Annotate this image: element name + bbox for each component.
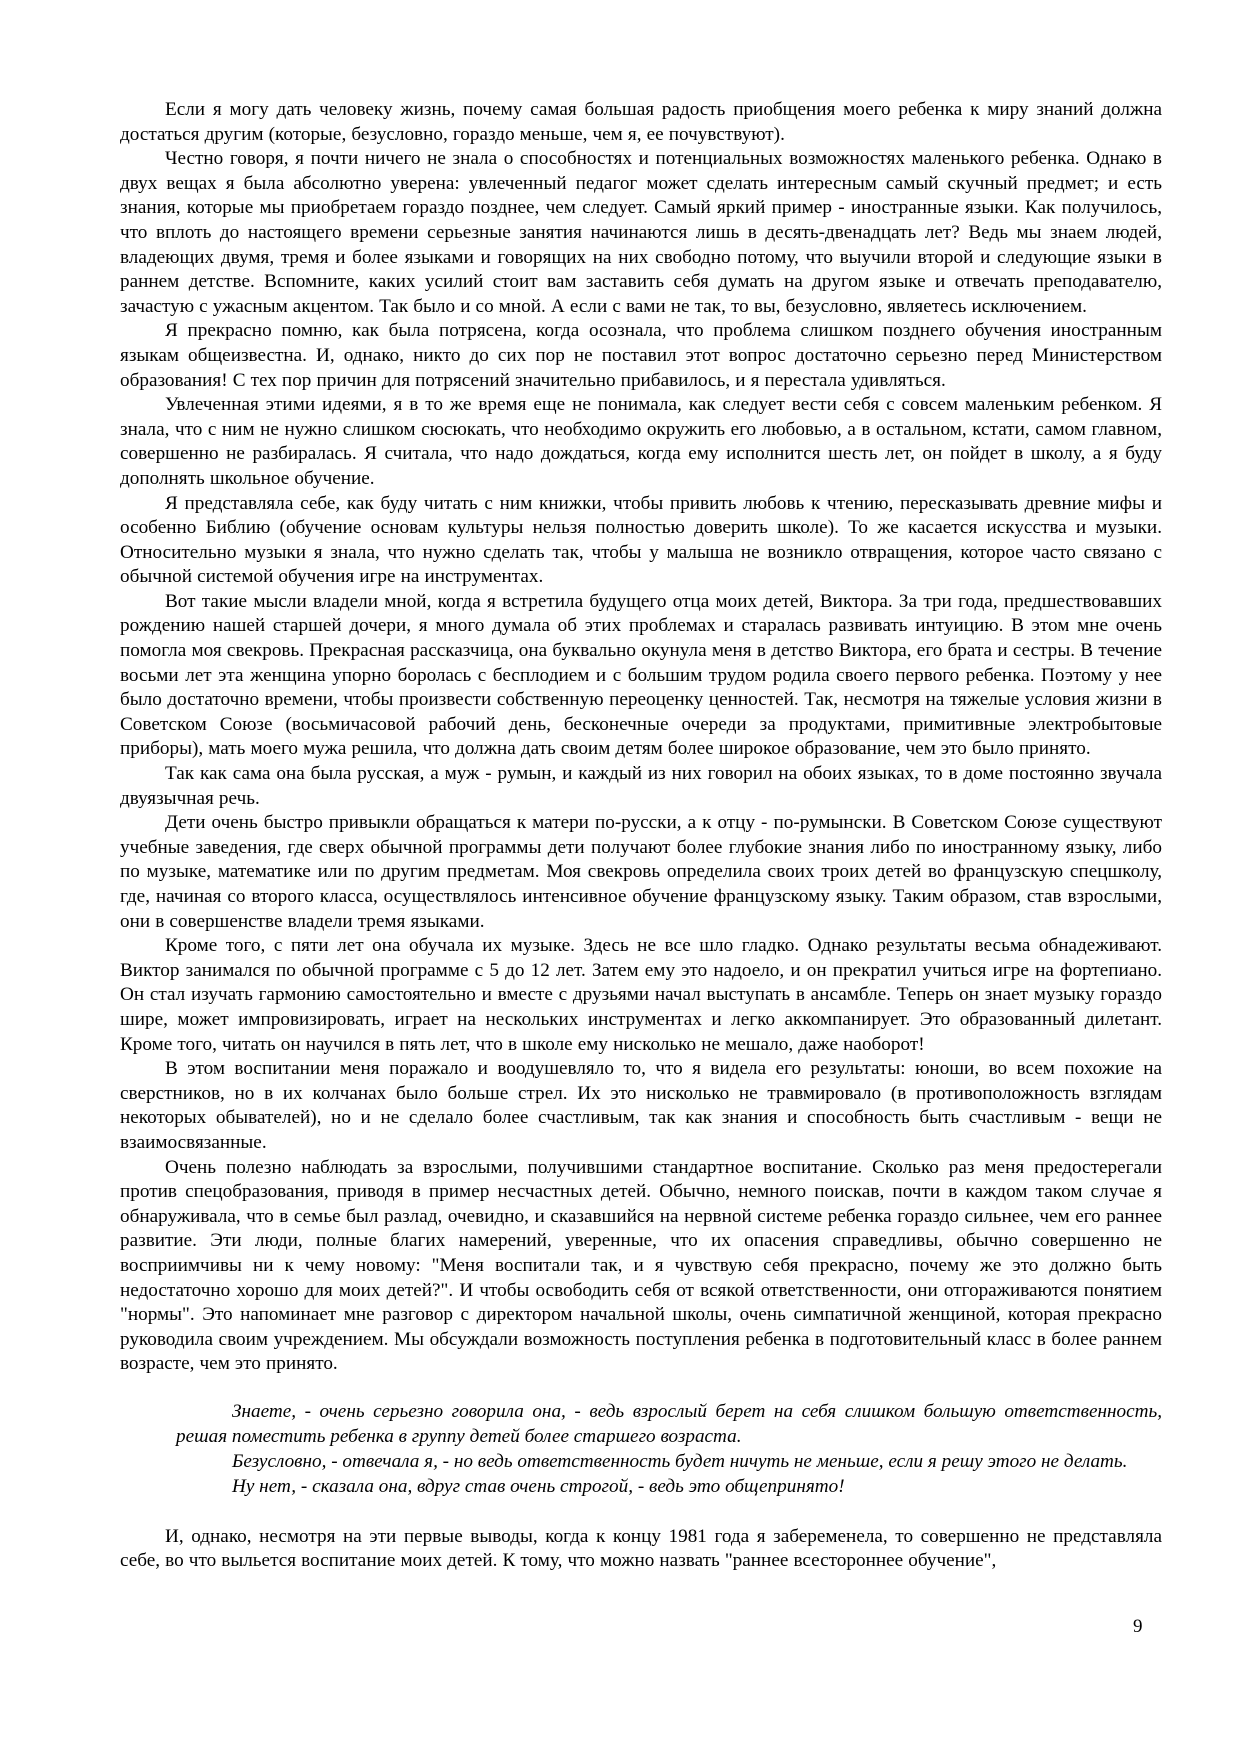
paragraph: В этом воспитании меня поражало и воодушевляло то, что я видела его результаты: юноши, во всем похожие на сверстников, но в их колчанах было больше стрел. Их это нисколько не травмировало (в противоположность взглядам некоторых обывателей), но и не сделало более счастливым, так как знания и способность быть счастливым - вещи не взаимосвязанные.	[120, 1058, 1162, 1153]
paragraph: Так как сама она была русская, а муж - румын, и каждый из них говорил на обоих языках, то в доме постоянно звучала двуязычная речь.	[120, 763, 1162, 809]
dialogue-line: Знаете, - очень серьезно говорила она, - ведь взрослый берет на себя слишком большую ответственность, решая поместить ребенка в группу детей более старшего возраста.	[176, 1400, 1162, 1447]
main-text	[120, 98, 1162, 1377]
paragraph: Кроме того, с пяти лет она обучала их музыке. Здесь не все шло гладко. Однако результаты весьма обнадеживают. Виктор занимался по обычной программе с 5 до 12 лет. Затем ему это надоело, и он прекратил учиться игре на фортепиано. Он стал изучать гармонию самостоятельно и вместе с друзьями начал выступать в ансамбле. Теперь он знает музыку гораздо шире, может импровизировать, играет на нескольких инструментах и легко аккомпанирует. Это образованный дилетант. Кроме того, читать он научился в пять лет, что в школе ему нисколько не мешало, даже наоборот!	[120, 935, 1162, 1055]
document-page	[120, 98, 1162, 1574]
paragraph: Честно говоря, я почти ничего не знала о способностях и потенциальных возможностях маленького ребенка. Однако в двух вещах я была абсолютно уверена: увлеченный педагог может сделать интересным самый скучный предмет; и есть знания, которые мы приобретаем гораздо позднее, чем следует. Самый яркий пример - иностранные языки. Как получилось, что вплоть до настоящего времени серьезные занятия начинаются лишь в десять-двенадцать лет? Ведь мы знаем людей, владеющих двумя, тремя и более языками и говорящих на них свободно потому, что выучили второй и следующие языки в раннем детстве. Вспомните, каких усилий стоит вам заставить себя думать на другом языке и отвечать преподавателю, зачастую с ужасным акцентом. Так было и со мной. А если с вами не так, то вы, безусловно, являетесь исключением.	[120, 148, 1162, 317]
paragraph: Вот такие мысли владели мной, когда я встретила будущего отца моих детей, Виктора. За три года, предшествовавших рождению нашей старшей дочери, я много думала об этих проблемах и старалась развивать интуицию. В этом мне очень помогла моя свекровь. Прекрасная рассказчица, она буквально окунула меня в детство Виктора, его брата и сестры. В течение восьми лет эта женщина упорно боролась с бесплодием и с большим трудом родила своего первого ребенка. Поэтому у нее было достаточно времени, чтобы произвести собственную переоценку ценностей. Так, несмотря на тяжелые условия жизни в Советском Союзе (восьмичасовой рабочий день, бесконечные очереди за продуктами, примитивные электробытовые приборы), мать моего мужа решила, что должна дать своим детям более широкое образование, чем это было принято.	[120, 590, 1162, 760]
paragraph: Очень полезно наблюдать за взрослыми, получившими стандартное воспитание. Сколько раз меня предостерегали против спецобразования, приводя в пример несчастных детей. Обычно, немного поискав, почти в каждом таком случае я обнаруживала, что в семье был разлад, очевидно, и сказавшийся на нервной системе ребенка гораздо сильнее, чем его раннее развитие. Эти люди, полные благих намерений, уверенные, что их опасения справедливы, обычно совершенно не восприимчивы ни к чему новому: "Меня воспитали так, и я чувствую себя прекрасно, почему же это должно быть недостаточно хорошо для моих детей?". И чтобы освободить себя от всякой ответственности, они отгораживаются понятием "нормы". Это напоминает мне разговор с директором начальной школы, очень симпатичной женщиной, которая прекрасно руководила своим учреждением. Мы обсуждали возможность поступления ребенка в подготовительный класс в более раннем возрасте, чем это принято.	[120, 1156, 1162, 1375]
page-number: 9	[1133, 1616, 1143, 1637]
paragraph: Если я могу дать человеку жизнь, почему самая большая радость приобщения моего ребенка к миру знаний должна достаться другим (которые, безусловно, гораздо меньше, чем я, ее почувствуют).	[120, 99, 1162, 145]
paragraph: Дети очень быстро привыкли обращаться к матери по-русски, а к отцу - по-румынски. В Советском Союзе существуют учебные заведения, где сверх обычной программы дети получают более глубокие знания либо по иностранному языку, либо по музыке, математике или по другим предметам. Моя свекровь определила своих троих детей во французскую спецшколу, где, начиная со второго класса, осуществлялось интенсивное обучение французскому языку. Таким образом, став взрослыми, они в совершенстве владели тремя языками.	[120, 812, 1162, 932]
paragraph: Я представляла себе, как буду читать с ним книжки, чтобы привить любовь к чтению, пересказывать древние мифы и особенно Библию (обучение основам культуры нельзя полностью доверить школе). То же касается искусства и музыки. Относительно музыки я знала, что нужно сделать так, чтобы у малыша не возникло отвращения, которое часто связано с обычной системой обучения игре на инструментах.	[120, 492, 1162, 588]
dialogue-line: Ну нет, - сказала она, вдруг став очень строгой, - ведь это общепринято!	[232, 1475, 845, 1497]
continuation-text	[120, 1525, 1162, 1574]
section-spacer	[120, 1377, 1162, 1399]
dialogue-block	[120, 1399, 1162, 1499]
paragraph: Я прекрасно помню, как была потрясена, когда осознала, что проблема слишком позднего обучения иностранным языкам общеизвестна. И, однако, никто до сих пор не поставил этот вопрос достаточно серьезно перед Министерством образования! С тех пор причин для потрясений значительно прибавилось, и я перестала удивляться.	[120, 320, 1162, 391]
paragraph: Увлеченная этими идеями, я в то же время еще не понимала, как следует вести себя с совсем маленьким ребенком. Я знала, что с ним не нужно слишком сюсюкать, что необходимо окружить его любовью, а в остальном, кстати, самом главном, совершенно не разбиралась. Я считала, что надо дождаться, когда ему исполнится шесть лет, он пойдет в школу, а я буду дополнять школьное обучение.	[120, 394, 1162, 489]
section-spacer	[120, 1499, 1162, 1525]
dialogue-line: Безусловно, - отвечала я, - но ведь ответственность будет ничуть не меньше, если я решу этого не делать.	[232, 1450, 1128, 1472]
paragraph: И, однако, несмотря на эти первые выводы, когда к концу 1981 года я забеременела, то совершенно не представляла себе, во что выльется воспитание моих детей. К тому, что можно назвать "раннее всестороннее обучение",	[120, 1525, 1162, 1572]
